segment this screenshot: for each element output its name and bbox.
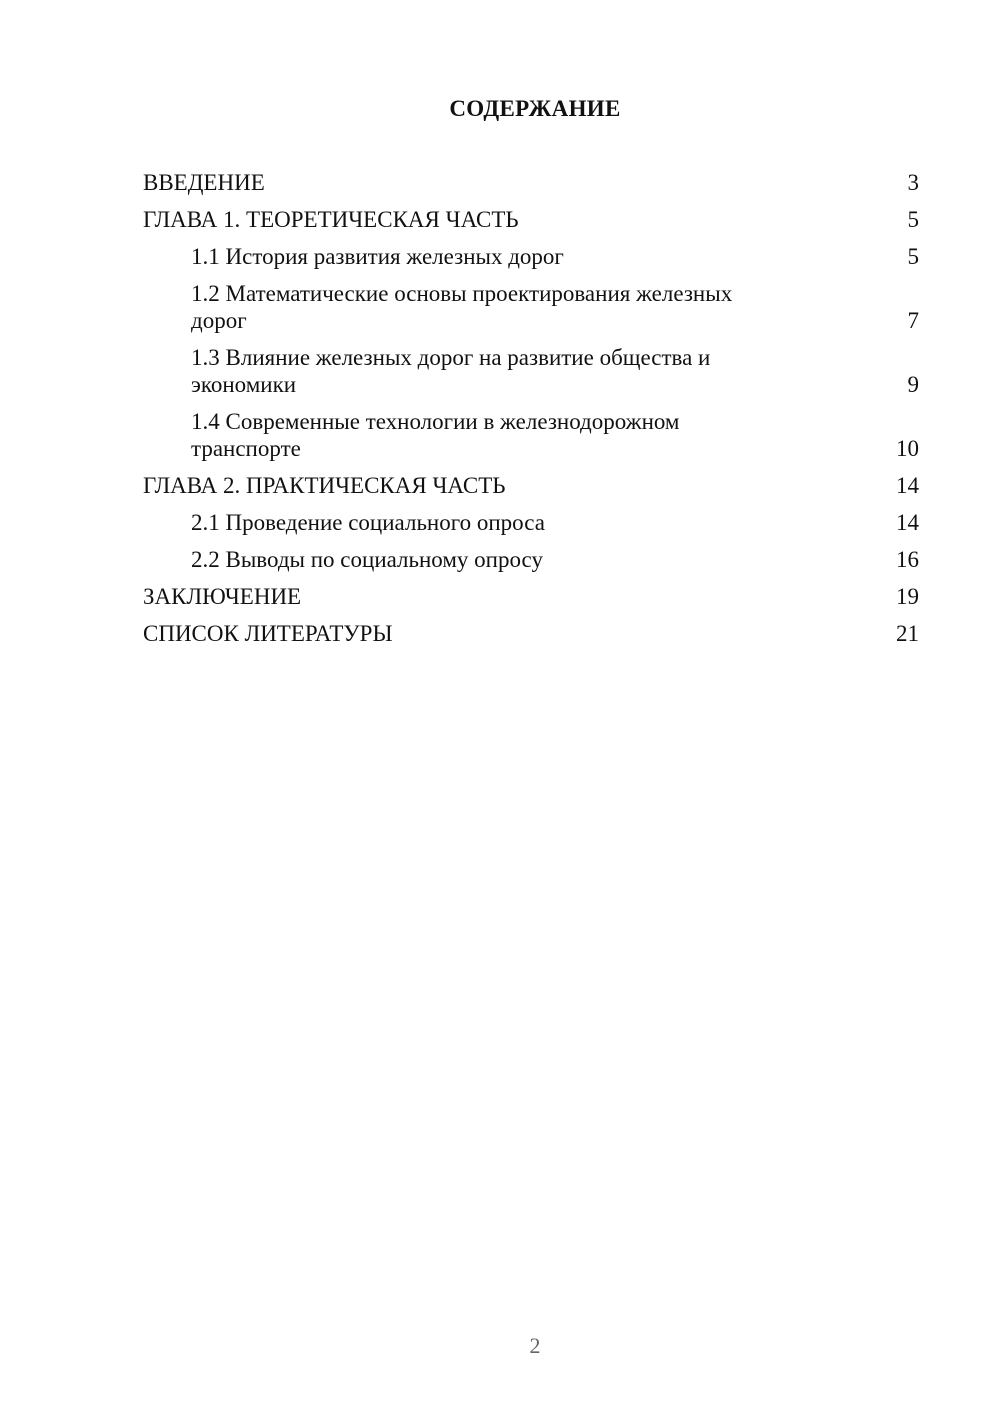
toc-entry-title: ГЛАВА 2. ПРАКТИЧЕСКАЯ ЧАСТЬ: [143, 473, 506, 498]
toc-entry-bibliography[interactable]: [143, 620, 919, 647]
toc-entry-page: 3: [907, 170, 919, 195]
toc-entry-title: 2.2 Выводы по социальному опросу: [191, 547, 543, 572]
toc-entry-page: 21: [896, 621, 919, 646]
toc-entry-page: 5: [907, 244, 919, 269]
toc-entry-section-2-1[interactable]: [143, 509, 919, 536]
toc-entry-title: 2.1 Проведение социального опроса: [191, 510, 545, 535]
toc-entry-title: 1.2 Математические основы проектирования железных дорог: [191, 281, 733, 333]
toc-entry-page: 9: [907, 372, 919, 397]
toc-entry-section-1-3[interactable]: [143, 344, 919, 398]
toc-entry-introduction[interactable]: [143, 169, 919, 196]
toc-entry-chapter-2[interactable]: [143, 472, 919, 499]
toc-entry-section-1-4[interactable]: [143, 408, 919, 462]
toc-entry-title: ГЛАВА 1. ТЕОРЕТИЧЕСКАЯ ЧАСТЬ: [143, 207, 519, 232]
toc-entry-page: 14: [896, 473, 919, 498]
toc-entry-page: 19: [896, 584, 919, 609]
toc-entry-conclusion[interactable]: [143, 583, 919, 610]
toc-heading: СОДЕРЖАНИЕ: [449, 96, 621, 121]
toc-entry-page: 10: [896, 436, 919, 461]
toc-entry-section-2-2[interactable]: [143, 546, 919, 573]
toc-entry-title: СПИСОК ЛИТЕРАТУРЫ: [143, 621, 393, 646]
toc-entry-page: 16: [896, 547, 919, 572]
toc-entry-title: ЗАКЛЮЧЕНИЕ: [143, 584, 302, 609]
toc-entry-title: 1.4 Современные технологии в железнодорожном транспорте: [191, 409, 680, 461]
page-number: 2: [529, 1333, 541, 1358]
toc-entry-section-1-2[interactable]: [143, 280, 919, 334]
toc-entry-title: ВВЕДЕНИЕ: [143, 170, 265, 195]
toc-entry-title: 1.3 Влияние железных дорог на развитие общества и экономики: [191, 345, 711, 397]
toc-entry-page: 5: [907, 207, 919, 232]
toc-entry-page: 14: [896, 510, 919, 535]
table-of-contents: [143, 169, 919, 657]
toc-entry-page: 7: [907, 308, 919, 333]
toc-entry-chapter-1[interactable]: [143, 206, 919, 233]
toc-entry-title: 1.1 История развития железных дорог: [191, 244, 564, 269]
toc-entry-section-1-1[interactable]: [143, 243, 919, 270]
